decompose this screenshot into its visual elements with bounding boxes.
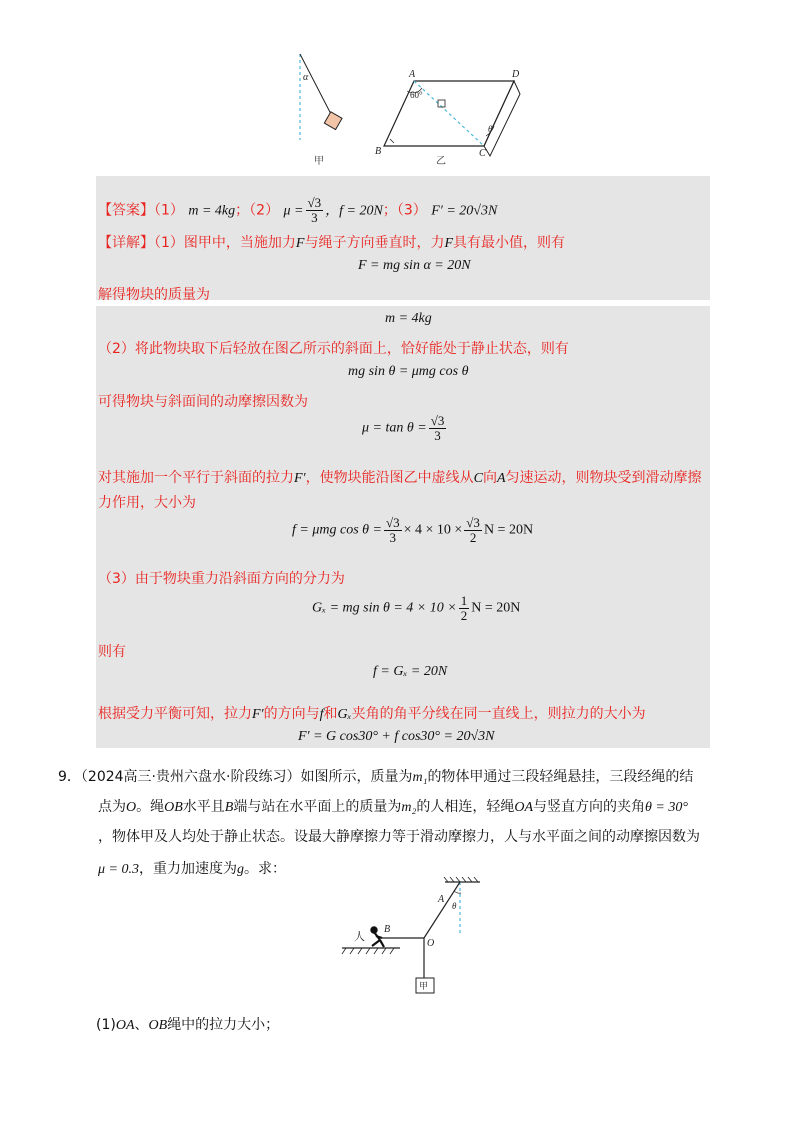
answer-tag: 【答案】 <box>98 202 154 219</box>
answer-force: F′ = 20√3N <box>431 203 498 219</box>
angle-alpha-label: α <box>303 72 309 83</box>
angle-theta-label: θ <box>488 124 493 134</box>
detail-line-3: （2）将此物块取下后轻放在图乙所示的斜面上，恰好能处于静止状态，则有 <box>98 341 569 357</box>
question-number: 9． <box>58 769 81 785</box>
q9-subquestion-1: (1)OA、OB绳中的拉力大小； <box>96 1017 280 1033</box>
detail-line-7: （3）由于物块重力沿斜面方向的分力为 <box>98 571 345 587</box>
q9-line-3: ，物体甲及人均处于静止状态。设最大静摩擦力等于滑动摩擦力，人与水平面之间的动摩擦因数为 <box>98 829 700 845</box>
detail-line-6: 力作用，大小为 <box>98 495 196 511</box>
fig-a-label: A <box>438 894 445 905</box>
equation-6: Gₓ = mg sin θ = 4 × 10 × $\frac{1}{2}$ N = 20N <box>312 593 521 623</box>
detail-line-1: 【详解】（1）图甲中，当施加力F与绳子方向垂直时，力F具有最小值，则有 <box>98 235 566 251</box>
figure-q9 <box>340 876 500 1004</box>
answer-mu-fraction: $\frac{√3}{3}$ <box>307 195 322 225</box>
detail-tag: 【详解】 <box>98 235 154 251</box>
equation-3: mg sin θ = μmg cos θ <box>348 364 469 379</box>
angle-60-label: 60° <box>410 90 423 100</box>
detail-line-5: 对其施加一个平行于斜面的拉力F′，使物块能沿图乙中虚线从C向A匀速运动，则物块受到滑动摩擦 <box>98 470 702 486</box>
fig-jia-label: 甲 <box>419 982 429 992</box>
equation-8: F′ = G cos30° + f cos30° = 20√3N <box>298 729 495 744</box>
point-a-label: A <box>409 69 416 80</box>
detail-line-9: 根据受力平衡可知，拉力F′的方向与f和Gₓ夹角的角平分线在同一直线上，则拉力的大小为 <box>98 706 646 722</box>
point-b-label: B <box>375 146 382 157</box>
q9-line-4: μ = 0.3，重力加速度为g。求： <box>98 861 286 877</box>
equation-5: f = μmg cos θ = $\frac{√3}{3}$ × 4 × 10 × $\frac{√3}{2}$ N = 20N <box>292 515 534 545</box>
equation-4: μ = tan θ = $\frac{√3}{3}$ <box>362 413 445 443</box>
fig-b-label: B <box>384 924 391 935</box>
figure-yi <box>372 66 522 158</box>
equation-1: F = mg sin α = 20N <box>358 258 471 273</box>
figure-jia-caption: 甲 <box>314 156 324 167</box>
answer-mass: m = 4kg <box>188 203 236 219</box>
figure-jia <box>285 52 355 167</box>
detail-line-4: 可得物块与斜面间的动摩擦因数为 <box>98 394 308 410</box>
answer-friction: ，f = 20N <box>325 203 383 219</box>
answer-line: 【答案】（1） m = 4kg；（2） μ = $\frac{√3}{3}$ ，f = 20N；（3） F′ = 20√3N <box>98 195 498 225</box>
point-d-label: D <box>512 69 520 80</box>
detail-line-8: 则有 <box>98 644 126 660</box>
fig-o-label: O <box>427 938 435 949</box>
fig-person-label: 人 <box>354 930 365 943</box>
equation-2: m = 4kg <box>385 311 432 326</box>
q9-line-1: 9．（2024高三·贵州六盘水·阶段练习）如图所示，质量为m₁的物体甲通过三段轻绳悬挂，三段经绳的结 <box>58 769 694 785</box>
q9-line-2: 点为O。绳OB水平且B端与站在水平面上的质量为m₂的人相连，轻绳OA与竖直方向的夹角θ = 30° <box>98 799 688 815</box>
detail-line-2: 解得物块的质量为 <box>98 287 210 303</box>
equation-7: f = Gₓ = 20N <box>373 664 448 679</box>
figure-yi-caption: 乙 <box>436 156 446 167</box>
point-c-label: C <box>479 148 486 158</box>
fig-theta-label: θ <box>452 901 457 911</box>
